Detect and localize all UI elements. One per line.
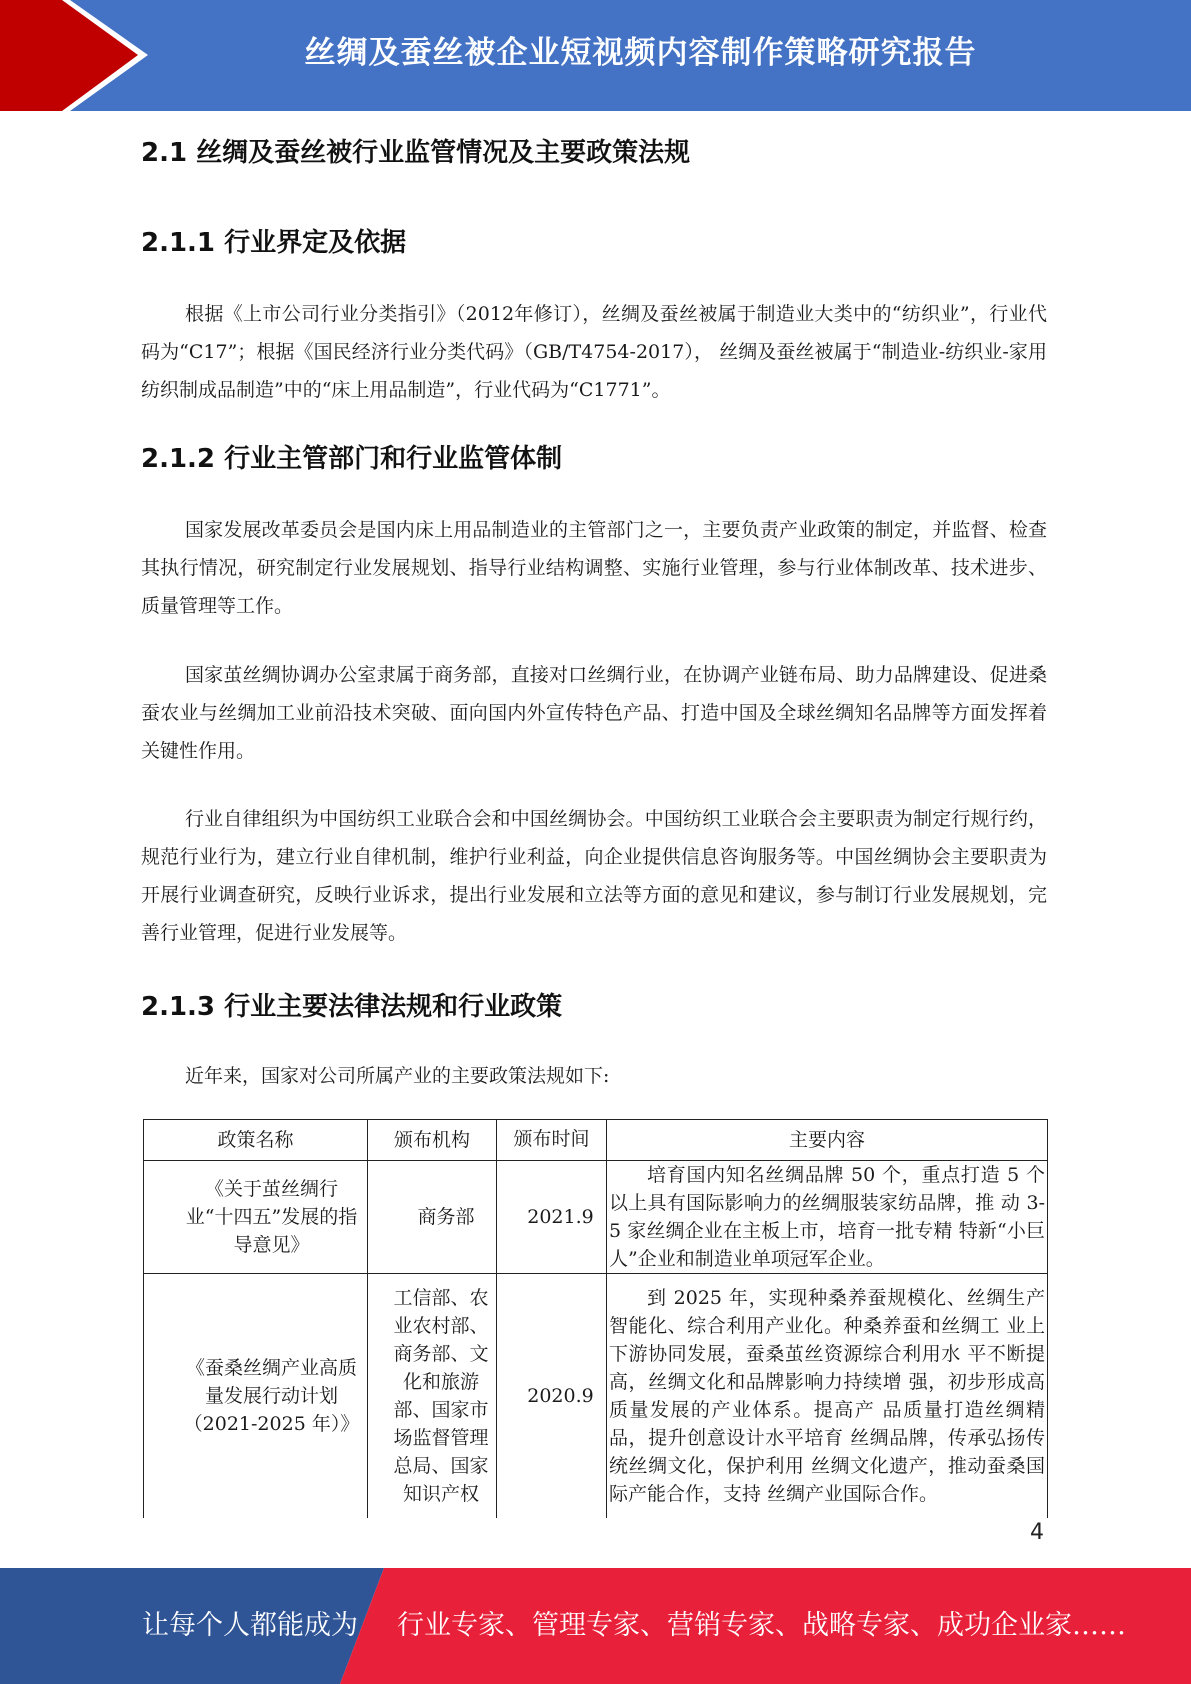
footer-slogan-right: 行业专家、管理专家、营销专家、战略专家、成功企业家…… bbox=[397, 1610, 1126, 1641]
table-row bbox=[144, 1274, 1048, 1518]
page-number: 4 bbox=[1030, 1520, 1044, 1545]
main-content-cell: 到 2025 年，实现种桑养蚕规模化、丝绸生产智能化、综合利用产业化。种桑养蚕和丝绸工 业上下游协同发展，蚕桑茧丝资源综合利用水 平不断提高，丝绸文化和品牌影响力持续增 强，初步形成高质量发展的产业体系。提高产 品质量打造丝绸精品，提升创意设计水平培育 丝绸品牌，传承弘扬传统丝绸文化，保护利用 丝绸文化遗产，推动蚕桑国际产能合作，支持 丝绸产业国际合作。 bbox=[607, 1274, 1048, 1518]
header-issue-date: 颁布时间 bbox=[497, 1120, 607, 1161]
header-banner bbox=[0, 0, 1191, 111]
header-main-content: 主要内容 bbox=[607, 1120, 1048, 1161]
paragraph-silk-office: 国家茧丝绸协调办公室隶属于商务部，直接对口丝绸行业，在协调产业链布局、助力品牌建设、促进桑蚕农业与丝绸加工业前沿技术突破、面向国内外宣传特色产品、打造中国及全球丝绸知名品牌等方面发挥着关键性作用。 bbox=[141, 664, 1047, 762]
issue-date-cell: 2020.9 bbox=[497, 1274, 607, 1518]
header-policy-name: 政策名称 bbox=[144, 1120, 368, 1161]
paragraph-policy-intro: 近年来，国家对公司所属产业的主要政策法规如下: bbox=[185, 1065, 610, 1087]
main-content-cell: 培育国内知名丝绸品牌 50 个，重点打造 5 个以上具有国际影响力的丝绸服装家纺品牌，推 动 3-5 家丝绸企业在主板上市，培育一批专精 特新“小巨人”企业和制造业单项冠军企业。 bbox=[607, 1161, 1048, 1274]
header-issuing-body: 颁布机构 bbox=[368, 1120, 497, 1161]
footer-banner bbox=[0, 1568, 1191, 1684]
paragraph-self-regulatory: 行业自律组织为中国纺织工业联合会和中国丝绸协会。中国纺织工业联合会主要职责为制定行规行约，规范行业行为，建立行业自律机制，维护行业利益，向企业提供信息咨询服务等。中国丝绸协会主要职责为开展行业调查研究，反映行业诉求，提出行业发展和立法等方面的意见和建议，参与制订行业发展规划，完善行业管理，促进行业发展等。 bbox=[141, 808, 1047, 944]
paragraph-industry-definition: 根据《上市公司行业分类指引》（2012年修订），丝绸及蚕丝被属于制造业大类中的“纺织业”，行业代码为“C17”；根据《国民经济行业分类代码》（GB/T4754-2017）， 丝绸及蚕丝被属于“制造业-纺织业-家用纺织制成品制造”中的“床上用品制造”，行业代码为“C1771”。 bbox=[141, 303, 1047, 401]
issuing-body-cell: 工信部、农 业农村部、 商务部、文 化和旅游 部、国家市 场监督管理 总局、国家 知识产权 bbox=[368, 1274, 497, 1518]
section-heading-2-1: 2.1 丝绸及蚕丝被行业监管情况及主要政策法规 bbox=[141, 138, 691, 168]
issue-date-cell: 2021.9 bbox=[497, 1161, 607, 1274]
policy-name-cell: 《蚕桑丝绸产业高质量发展行动计划（2021-2025 年）》 bbox=[144, 1274, 368, 1518]
policy-name-cell: 《关于茧丝绸行业“十四五”发展的指 导意见》 bbox=[144, 1161, 368, 1274]
section-heading-2-1-1: 2.1.1 行业界定及依据 bbox=[141, 228, 407, 258]
report-title: 丝绸及蚕丝被企业短视频内容制作策略研究报告 bbox=[304, 35, 977, 71]
table-header-row bbox=[144, 1120, 1048, 1161]
section-heading-2-1-2: 2.1.2 行业主管部门和行业监管体制 bbox=[141, 444, 563, 474]
table-row bbox=[144, 1161, 1048, 1274]
footer-slogan-left: 让每个人都能成为 bbox=[142, 1610, 358, 1641]
chevron-decoration bbox=[0, 0, 160, 111]
paragraph-ndrc: 国家发展改革委员会是国内床上用品制造业的主管部门之一，主要负责产业政策的制定，并监督、检查其执行情况，研究制定行业发展规划、指导行业结构调整、实施行业管理，参与行业体制改革、技术进步、质量管理等工作。 bbox=[141, 519, 1047, 617]
section-heading-2-1-3: 2.1.3 行业主要法律法规和行业政策 bbox=[141, 992, 563, 1022]
issuing-body-cell: 商务部 bbox=[368, 1161, 497, 1274]
policy-table bbox=[143, 1119, 1048, 1518]
